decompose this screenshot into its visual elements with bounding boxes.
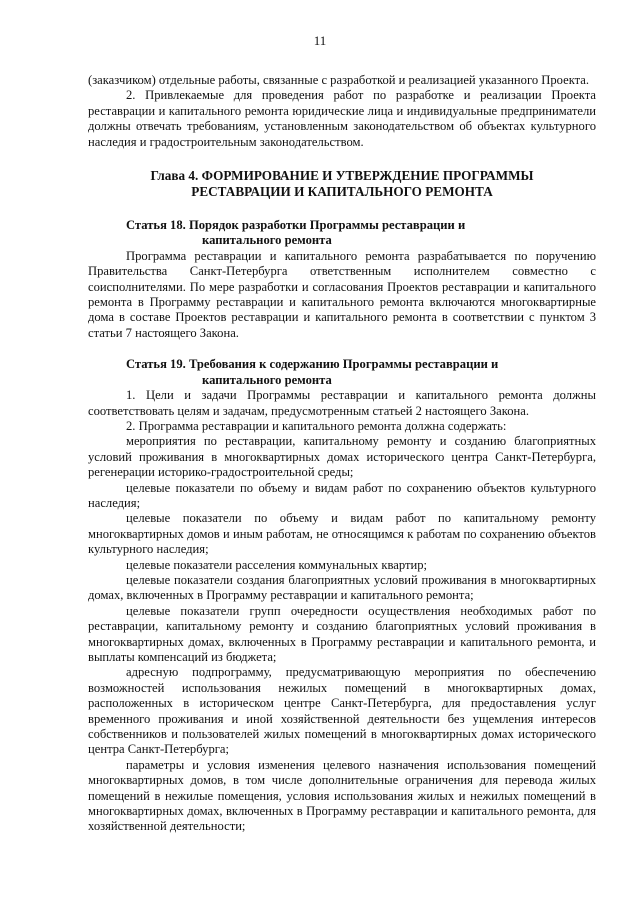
paragraph: 2. Программа реставрации и капитального ремонта должна содержать: (126, 418, 507, 433)
document-body (88, 73, 596, 835)
section-gap (88, 341, 596, 355)
list-item: целевые показатели групп очередности осуществления необходимых работ по реставрации, капитальному ремонту и созданию благоприятных условий проживания в многоквартирных домах, включенных в Программу реставрации и капитального ремонта, и выплаты компенсаций из бюджета; (88, 603, 596, 664)
page-number: 11 (313, 33, 327, 48)
list-item: целевые показатели расселения коммунальных квартир; (126, 557, 428, 572)
article-title-line: Статья 19. Требования к содержанию Программы реставрации и (126, 357, 499, 372)
paragraph: (заказчиком) отдельные работы, связанные с разработкой и реализацией указанного Проекта. (88, 73, 590, 87)
article-heading (88, 218, 596, 249)
chapter-heading-line: РЕСТАВРАЦИИ И КАПИТАЛЬНОГО РЕМОНТА (191, 184, 493, 200)
paragraph: 2. Привлекаемые для проведения работ по разработке и реализации Проекта реставрации и капитального ремонта юридические лица и индивидуальные предприниматели должны отвечать требованиям, установленным законодательством об объектах культурного наследия и градостроительным законодательством. (88, 88, 596, 149)
list-item: целевые показатели по объему и видам работ по сохранению объектов культурного наследия; (88, 480, 596, 510)
article-heading (88, 357, 596, 388)
list-item: параметры и условия изменения целевого назначения использования помещений многоквартирных домов, в том числе дополнительные ограничения для перевода жилых помещений в нежилые помещения, условия использования жилых и нежилых помещений в многоквартирных домах, включенных в Программу реставрации и капитального ремонта, для хозяйственной деятельности; (88, 757, 596, 834)
list-item: целевые показатели по объему и видам работ по капитальному ремонту многоквартирных домов и иным работам, не относящимся к работам по сохранению объектов культурного наследия; (88, 511, 596, 557)
chapter-heading (88, 168, 596, 200)
paragraph: 1. Цели и задачи Программы реставрации и капитального ремонта должны соответствовать целям и задачам, предусмотренным статьей 2 настоящего Закона. (88, 388, 596, 418)
paragraph: Программа реставрации и капитального ремонта разрабатывается по поручению Правительства Санкт-Петербурга ответственным исполнителем совместно с соисполнителями. По мере разработки и согласования Проектов реставрации и капитального ремонта в Программу реставрации и капитального ремонта включаются многоквартирные дома в составе Проектов реставрации и капитального ремонта в соответствии с пунктом 3 статьи 7 настоящего Закона. (88, 248, 596, 340)
article-title-line: капитального ремонта (202, 233, 332, 248)
chapter-heading-line: Глава 4. ФОРМИРОВАНИЕ И УТВЕРЖДЕНИЕ ПРОГРАММЫ (150, 168, 534, 184)
article-title-line: Статья 18. Порядок разработки Программы реставрации и (126, 218, 466, 233)
list-item: целевые показатели создания благоприятных условий проживания в многоквартирных домах, включенных в Программу реставрации и капитального ремонта; (88, 572, 596, 603)
list-item: мероприятия по реставрации, капитальному ремонту и созданию благоприятных условий проживания в многоквартирных домах исторического центра Санкт-Петербурга, регенерации историко-градостроительной среды; (88, 434, 596, 480)
article-title-line: капитального ремонта (202, 372, 332, 387)
list-item: адресную подпрограмму, предусматривающую мероприятия по обеспечению возможностей использования нежилых помещений в многоквартирных домах, расположенных в историческом центре Санкт-Петербурга, для предоставления услуг временного проживания и иной хозяйственной деятельности без ущемления интересов собственников и пользователей жилых помещений в многоквартирных домах исторического центра Санкт-Петербурга; (88, 665, 596, 757)
